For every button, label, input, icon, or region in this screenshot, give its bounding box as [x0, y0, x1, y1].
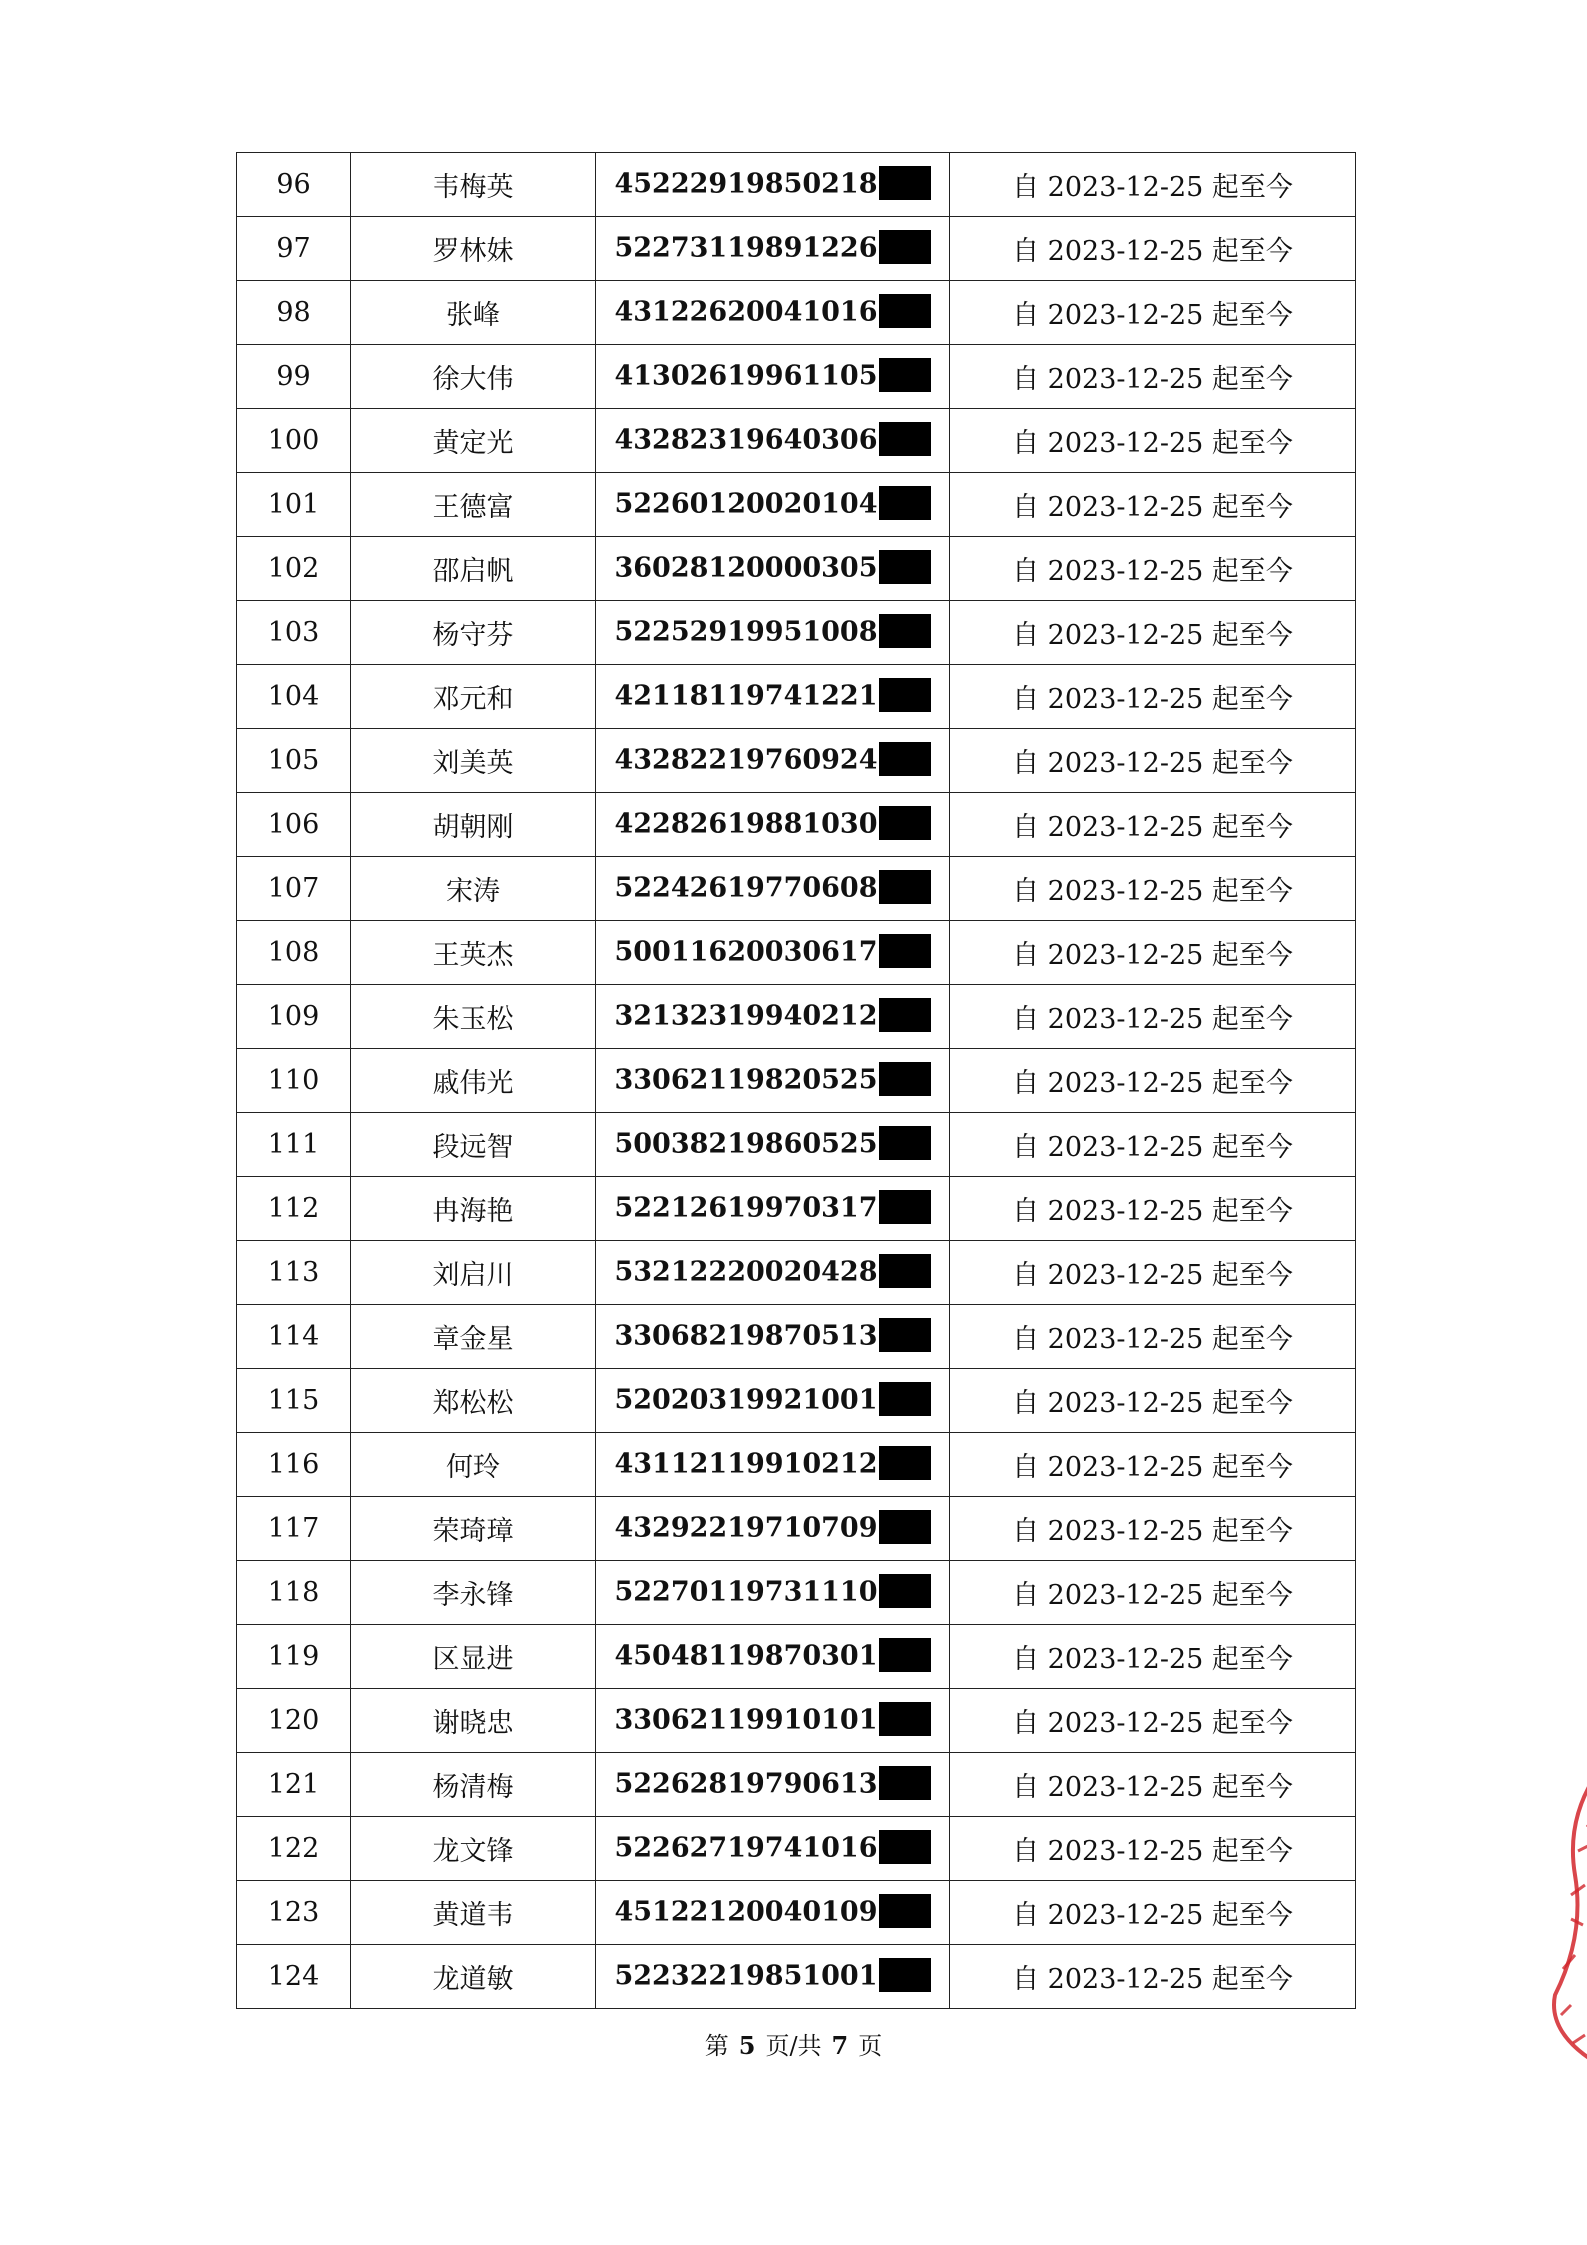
period-text: 自 2023-12-25 起至今 [950, 1241, 1356, 1305]
redaction-block [879, 1446, 931, 1480]
id-number-cell [596, 217, 950, 281]
table-row [237, 665, 1356, 729]
id-number-visible: 52262719741016 [614, 1832, 878, 1863]
person-name: 杨守芬 [351, 601, 596, 665]
redaction-block [879, 1126, 931, 1160]
id-number-visible: 52270119731110 [614, 1576, 878, 1607]
id-number-cell [596, 1369, 950, 1433]
id-number-cell [596, 1049, 950, 1113]
period-text: 自 2023-12-25 起至今 [950, 1881, 1356, 1945]
id-number-visible: 52260120020104 [614, 488, 878, 519]
period-text: 自 2023-12-25 起至今 [950, 985, 1356, 1049]
table-row [237, 1817, 1356, 1881]
table-row [237, 281, 1356, 345]
id-number-visible: 52273119891226 [614, 232, 878, 263]
person-name: 段远智 [351, 1113, 596, 1177]
redaction-block [879, 1510, 931, 1544]
id-number-cell [596, 1753, 950, 1817]
person-name: 王德富 [351, 473, 596, 537]
redaction-block [879, 870, 931, 904]
id-number-cell [596, 1945, 950, 2009]
table-row [237, 985, 1356, 1049]
person-name: 谢晓忠 [351, 1689, 596, 1753]
redaction-block [879, 1766, 931, 1800]
table-row [237, 601, 1356, 665]
person-name: 章金星 [351, 1305, 596, 1369]
table-row [237, 1689, 1356, 1753]
id-number-visible: 52242619770608 [614, 872, 878, 903]
period-text: 自 2023-12-25 起至今 [950, 1049, 1356, 1113]
period-text: 自 2023-12-25 起至今 [950, 537, 1356, 601]
period-text: 自 2023-12-25 起至今 [950, 1625, 1356, 1689]
id-number-cell [596, 537, 950, 601]
period-text: 自 2023-12-25 起至今 [950, 1369, 1356, 1433]
period-text: 自 2023-12-25 起至今 [950, 1753, 1356, 1817]
period-text: 自 2023-12-25 起至今 [950, 409, 1356, 473]
redaction-block [879, 1190, 931, 1224]
row-number: 99 [237, 345, 351, 409]
row-number: 121 [237, 1753, 351, 1817]
id-number-visible: 43282219760924 [614, 744, 878, 775]
id-number-cell [596, 985, 950, 1049]
redaction-block [879, 742, 931, 776]
period-text: 自 2023-12-25 起至今 [950, 1945, 1356, 2009]
redaction-block [879, 1702, 931, 1736]
table-row [237, 1625, 1356, 1689]
table-row [237, 1433, 1356, 1497]
footer-middle: 页/共 [765, 2032, 822, 2060]
person-name: 黄道韦 [351, 1881, 596, 1945]
id-number-visible: 43122620041016 [614, 296, 878, 327]
row-number: 105 [237, 729, 351, 793]
id-number-visible: 52252919951008 [614, 616, 878, 647]
redaction-block [879, 998, 931, 1032]
id-number-cell [596, 345, 950, 409]
row-number: 100 [237, 409, 351, 473]
redaction-block [879, 614, 931, 648]
id-number-visible: 43112119910212 [614, 1448, 878, 1479]
id-number-cell [596, 473, 950, 537]
period-text: 自 2023-12-25 起至今 [950, 217, 1356, 281]
table-row [237, 793, 1356, 857]
row-number: 114 [237, 1305, 351, 1369]
row-number: 115 [237, 1369, 351, 1433]
id-number-cell [596, 1817, 950, 1881]
footer-current-page: 5 [738, 2031, 756, 2060]
person-name: 徐大伟 [351, 345, 596, 409]
period-text: 自 2023-12-25 起至今 [950, 1177, 1356, 1241]
row-number: 104 [237, 665, 351, 729]
table-row [237, 1369, 1356, 1433]
id-number-visible: 32132319940212 [614, 1000, 878, 1031]
person-name: 黄定光 [351, 409, 596, 473]
period-text: 自 2023-12-25 起至今 [950, 729, 1356, 793]
table-row [237, 1177, 1356, 1241]
person-name: 何玲 [351, 1433, 596, 1497]
redaction-block [879, 550, 931, 584]
id-number-visible: 43282319640306 [614, 424, 878, 455]
table-row [237, 1881, 1356, 1945]
id-number-visible: 45222919850218 [614, 168, 878, 199]
period-text: 自 2023-12-25 起至今 [950, 153, 1356, 217]
redaction-block [879, 1830, 931, 1864]
row-number: 120 [237, 1689, 351, 1753]
period-text: 自 2023-12-25 起至今 [950, 1497, 1356, 1561]
id-number-visible: 33062119910101 [614, 1704, 878, 1735]
table-row [237, 473, 1356, 537]
table-row [237, 1113, 1356, 1177]
id-number-cell [596, 281, 950, 345]
id-number-visible: 41302619961105 [614, 360, 878, 391]
redaction-block [879, 422, 931, 456]
redaction-block [879, 1062, 931, 1096]
period-text: 自 2023-12-25 起至今 [950, 1113, 1356, 1177]
table-row [237, 409, 1356, 473]
id-number-visible: 45048119870301 [614, 1640, 878, 1671]
id-number-cell [596, 1497, 950, 1561]
row-number: 122 [237, 1817, 351, 1881]
id-number-visible: 52020319921001 [614, 1384, 878, 1415]
footer-prefix: 第 [704, 2032, 729, 2060]
person-name: 区显进 [351, 1625, 596, 1689]
row-number: 107 [237, 857, 351, 921]
person-name: 王英杰 [351, 921, 596, 985]
id-number-cell [596, 1881, 950, 1945]
id-number-visible: 42118119741221 [614, 680, 878, 711]
redaction-block [879, 230, 931, 264]
id-number-visible: 52232219851001 [614, 1960, 878, 1991]
table-row [237, 153, 1356, 217]
id-number-visible: 53212220020428 [614, 1256, 878, 1287]
id-number-cell [596, 1433, 950, 1497]
redaction-block [879, 294, 931, 328]
id-number-visible: 36028120000305 [614, 552, 878, 583]
redaction-block [879, 934, 931, 968]
table-row [237, 1561, 1356, 1625]
period-text: 自 2023-12-25 起至今 [950, 1305, 1356, 1369]
table-row [237, 1497, 1356, 1561]
id-number-cell [596, 1689, 950, 1753]
person-name: 杨清梅 [351, 1753, 596, 1817]
id-number-cell [596, 1113, 950, 1177]
id-number-visible: 45122120040109 [614, 1896, 878, 1927]
period-text: 自 2023-12-25 起至今 [950, 473, 1356, 537]
person-name: 李永锋 [351, 1561, 596, 1625]
row-number: 112 [237, 1177, 351, 1241]
row-number: 123 [237, 1881, 351, 1945]
person-name: 张峰 [351, 281, 596, 345]
table-row [237, 857, 1356, 921]
table-body [237, 153, 1356, 2009]
person-name: 荣琦璋 [351, 1497, 596, 1561]
redaction-block [879, 1574, 931, 1608]
period-text: 自 2023-12-25 起至今 [950, 281, 1356, 345]
period-text: 自 2023-12-25 起至今 [950, 1561, 1356, 1625]
table-row [237, 1753, 1356, 1817]
table-row [237, 1049, 1356, 1113]
red-seal-stamp [1545, 1755, 1587, 2075]
period-text: 自 2023-12-25 起至今 [950, 1433, 1356, 1497]
period-text: 自 2023-12-25 起至今 [950, 601, 1356, 665]
person-name: 戚伟光 [351, 1049, 596, 1113]
id-number-cell [596, 729, 950, 793]
person-name: 邓元和 [351, 665, 596, 729]
row-number: 117 [237, 1497, 351, 1561]
id-number-cell [596, 1241, 950, 1305]
id-number-cell [596, 665, 950, 729]
period-text: 自 2023-12-25 起至今 [950, 1817, 1356, 1881]
redaction-block [879, 806, 931, 840]
redaction-block [879, 166, 931, 200]
row-number: 118 [237, 1561, 351, 1625]
row-number: 109 [237, 985, 351, 1049]
table-row [237, 1305, 1356, 1369]
id-number-visible: 52262819790613 [614, 1768, 878, 1799]
table-row [237, 217, 1356, 281]
redaction-block [879, 678, 931, 712]
person-name: 冉海艳 [351, 1177, 596, 1241]
id-number-visible: 52212619970317 [614, 1192, 878, 1223]
id-number-visible: 33068219870513 [614, 1320, 878, 1351]
period-text: 自 2023-12-25 起至今 [950, 921, 1356, 985]
redaction-block [879, 1254, 931, 1288]
id-number-cell [596, 409, 950, 473]
id-number-cell [596, 1561, 950, 1625]
redaction-block [879, 1894, 931, 1928]
table-row [237, 1241, 1356, 1305]
id-number-cell [596, 1177, 950, 1241]
period-text: 自 2023-12-25 起至今 [950, 1689, 1356, 1753]
row-number: 124 [237, 1945, 351, 2009]
person-name: 刘美英 [351, 729, 596, 793]
redaction-block [879, 1382, 931, 1416]
id-number-cell [596, 793, 950, 857]
id-number-cell [596, 857, 950, 921]
table-row [237, 537, 1356, 601]
table-row [237, 345, 1356, 409]
period-text: 自 2023-12-25 起至今 [950, 665, 1356, 729]
person-name: 胡朝刚 [351, 793, 596, 857]
id-number-cell [596, 153, 950, 217]
row-number: 110 [237, 1049, 351, 1113]
id-number-visible: 42282619881030 [614, 808, 878, 839]
footer-suffix: 页 [858, 2032, 883, 2060]
id-number-cell [596, 921, 950, 985]
row-number: 108 [237, 921, 351, 985]
person-name: 罗林妹 [351, 217, 596, 281]
id-number-visible: 50011620030617 [614, 936, 878, 967]
row-number: 113 [237, 1241, 351, 1305]
redaction-block [879, 1958, 931, 1992]
row-number: 101 [237, 473, 351, 537]
row-number: 119 [237, 1625, 351, 1689]
table-row [237, 1945, 1356, 2009]
period-text: 自 2023-12-25 起至今 [950, 857, 1356, 921]
page-footer [0, 2026, 1587, 2061]
personnel-table [236, 152, 1356, 2009]
person-name: 龙道敏 [351, 1945, 596, 2009]
person-name: 宋涛 [351, 857, 596, 921]
row-number: 97 [237, 217, 351, 281]
row-number: 116 [237, 1433, 351, 1497]
person-name: 韦梅英 [351, 153, 596, 217]
person-name: 龙文锋 [351, 1817, 596, 1881]
row-number: 103 [237, 601, 351, 665]
redaction-block [879, 1638, 931, 1672]
row-number: 111 [237, 1113, 351, 1177]
person-name: 刘启川 [351, 1241, 596, 1305]
table-row [237, 921, 1356, 985]
person-name: 邵启帆 [351, 537, 596, 601]
row-number: 96 [237, 153, 351, 217]
id-number-cell [596, 1305, 950, 1369]
row-number: 106 [237, 793, 351, 857]
redaction-block [879, 1318, 931, 1352]
id-number-cell [596, 1625, 950, 1689]
period-text: 自 2023-12-25 起至今 [950, 793, 1356, 857]
redaction-block [879, 486, 931, 520]
id-number-cell [596, 601, 950, 665]
footer-total-pages: 7 [831, 2031, 849, 2060]
table-row [237, 729, 1356, 793]
period-text: 自 2023-12-25 起至今 [950, 345, 1356, 409]
id-number-visible: 50038219860525 [614, 1128, 878, 1159]
person-name: 郑松松 [351, 1369, 596, 1433]
id-number-visible: 33062119820525 [614, 1064, 878, 1095]
id-number-visible: 43292219710709 [614, 1512, 878, 1543]
person-name: 朱玉松 [351, 985, 596, 1049]
redaction-block [879, 358, 931, 392]
row-number: 102 [237, 537, 351, 601]
row-number: 98 [237, 281, 351, 345]
